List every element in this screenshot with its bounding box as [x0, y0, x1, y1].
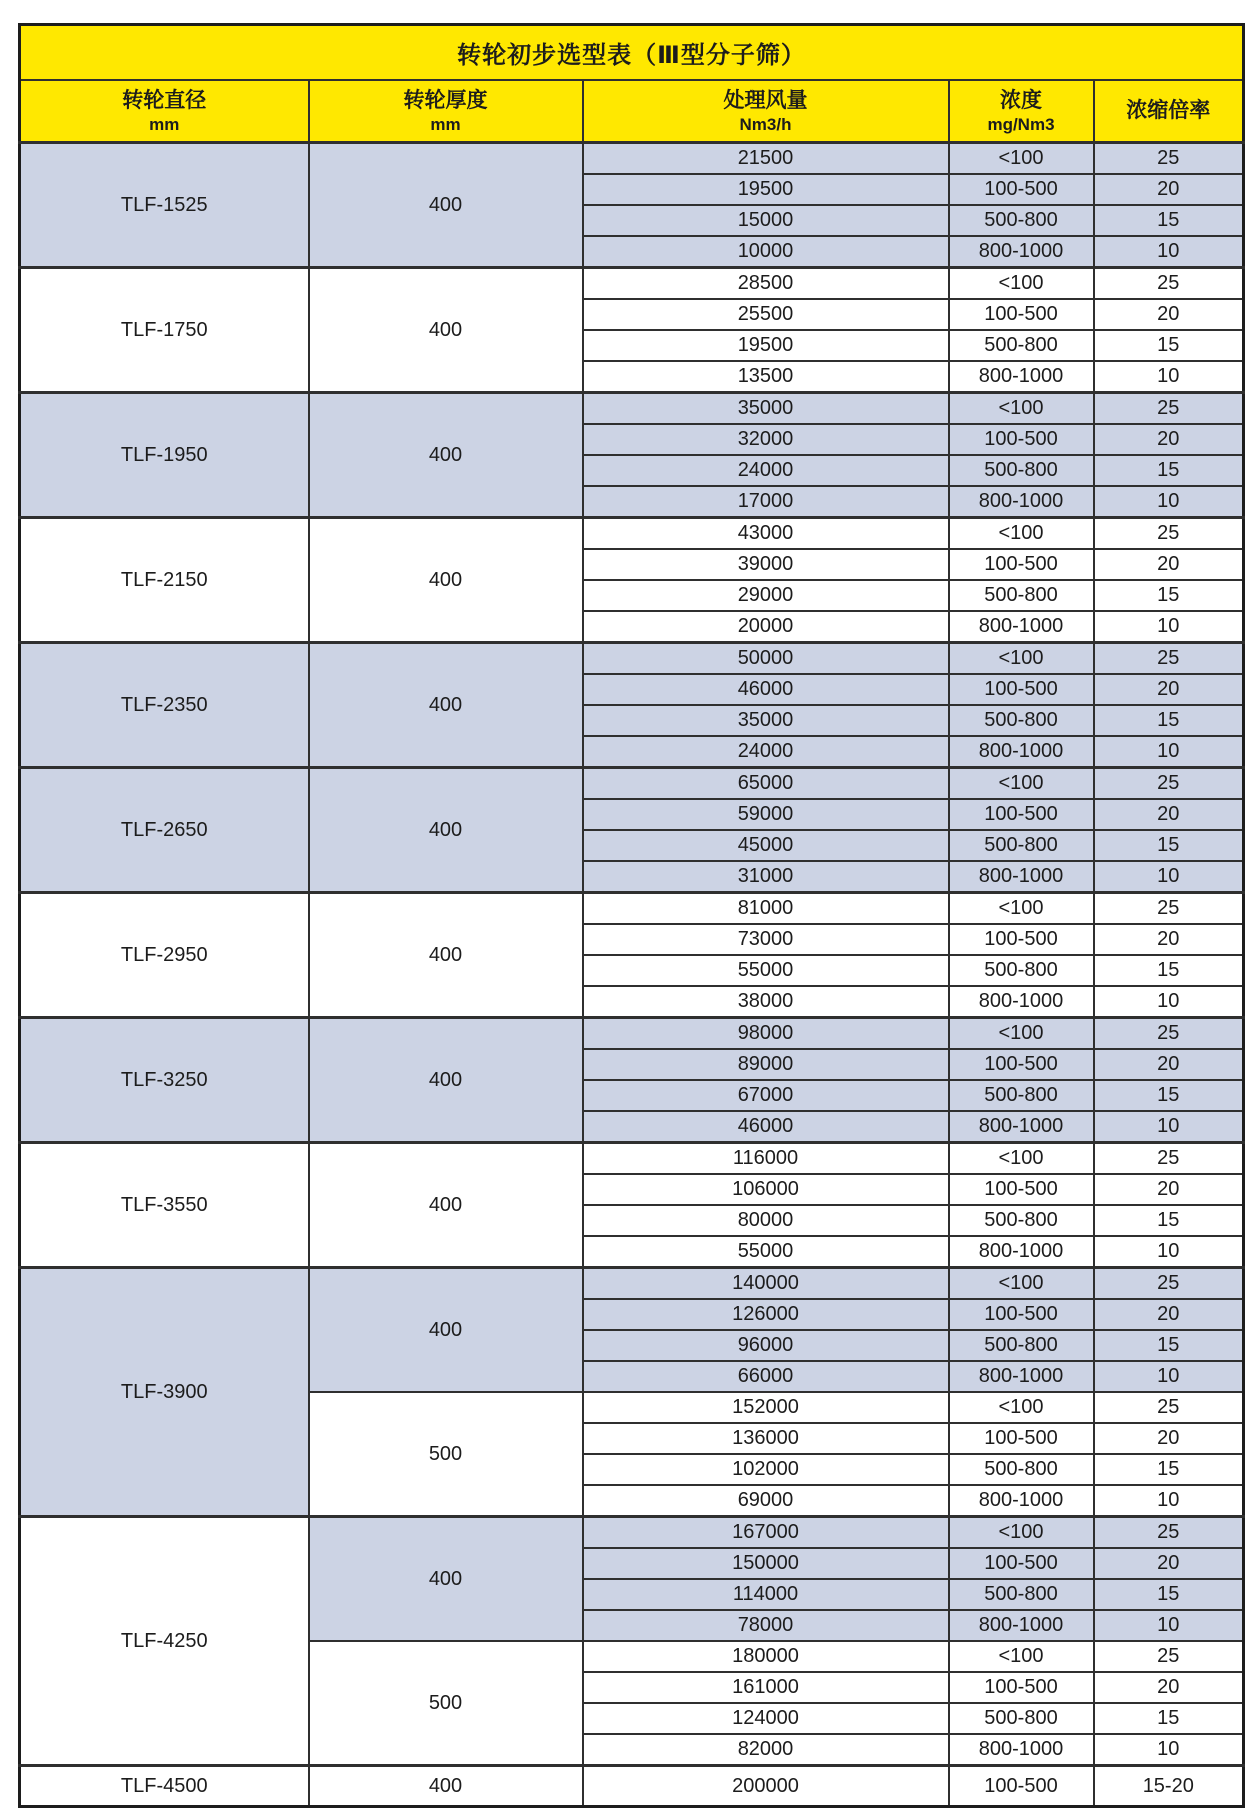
table-row [20, 1766, 1244, 1807]
airflow-cell: 28500 [583, 268, 949, 300]
thickness-cell: 400 [309, 768, 583, 893]
concentration-cell: 800-1000 [949, 1361, 1094, 1392]
column-unit: mm [430, 114, 461, 134]
ratio-cell: 20 [1094, 1548, 1244, 1579]
concentration-cell: 800-1000 [949, 1111, 1094, 1143]
column-label: 处理风量 [723, 88, 808, 112]
concentration-cell: 800-1000 [949, 236, 1094, 268]
airflow-cell: 140000 [583, 1268, 949, 1300]
airflow-cell: 24000 [583, 455, 949, 486]
concentration-cell: 800-1000 [949, 1734, 1094, 1766]
ratio-cell: 25 [1094, 643, 1244, 675]
column-label: 转轮直径 [122, 88, 207, 112]
airflow-cell: 29000 [583, 580, 949, 611]
concentration-cell: <100 [949, 1392, 1094, 1423]
model-cell: TLF-2350 [20, 643, 309, 768]
concentration-cell: <100 [949, 393, 1094, 425]
airflow-cell: 136000 [583, 1423, 949, 1454]
concentration-cell: 100-500 [949, 1548, 1094, 1579]
table-row [20, 268, 1244, 300]
concentration-cell: <100 [949, 1268, 1094, 1300]
airflow-cell: 15000 [583, 205, 949, 236]
ratio-cell: 25 [1094, 893, 1244, 925]
column-header-concentration [949, 80, 1094, 143]
thickness-cell: 400 [309, 143, 583, 268]
airflow-cell: 25500 [583, 299, 949, 330]
airflow-cell: 32000 [583, 424, 949, 455]
concentration-cell: 500-800 [949, 830, 1094, 861]
concentration-cell: 800-1000 [949, 361, 1094, 393]
concentration-cell: 500-800 [949, 1454, 1094, 1485]
thickness-cell: 400 [309, 893, 583, 1018]
ratio-cell: 10 [1094, 486, 1244, 518]
concentration-cell: 100-500 [949, 1672, 1094, 1703]
ratio-cell: 15 [1094, 1454, 1244, 1485]
ratio-cell: 15 [1094, 1703, 1244, 1734]
ratio-cell: 10 [1094, 861, 1244, 893]
airflow-cell: 19500 [583, 174, 949, 205]
ratio-cell: 20 [1094, 1672, 1244, 1703]
thickness-cell: 500 [309, 1392, 583, 1517]
concentration-cell: 500-800 [949, 1080, 1094, 1111]
airflow-cell: 152000 [583, 1392, 949, 1423]
table-row [20, 393, 1244, 425]
ratio-cell: 10 [1094, 986, 1244, 1018]
ratio-cell: 20 [1094, 549, 1244, 580]
airflow-cell: 124000 [583, 1703, 949, 1734]
table-row [20, 1517, 1244, 1549]
table-title-row [20, 25, 1244, 81]
concentration-cell: 500-800 [949, 330, 1094, 361]
thickness-cell: 400 [309, 393, 583, 518]
ratio-cell: 10 [1094, 1236, 1244, 1268]
concentration-cell: 800-1000 [949, 1236, 1094, 1268]
ratio-cell: 15 [1094, 955, 1244, 986]
airflow-cell: 82000 [583, 1734, 949, 1766]
model-cell: TLF-1525 [20, 143, 309, 268]
ratio-cell: 25 [1094, 1392, 1244, 1423]
airflow-cell: 126000 [583, 1299, 949, 1330]
table-row [20, 143, 1244, 175]
concentration-cell: <100 [949, 1143, 1094, 1175]
ratio-cell: 10 [1094, 1610, 1244, 1641]
ratio-cell: 10 [1094, 1111, 1244, 1143]
column-label: 浓缩倍率 [1126, 99, 1211, 122]
ratio-cell: 25 [1094, 1018, 1244, 1050]
ratio-cell: 20 [1094, 674, 1244, 705]
ratio-cell: 15 [1094, 705, 1244, 736]
ratio-cell: 10 [1094, 736, 1244, 768]
thickness-cell: 400 [309, 643, 583, 768]
ratio-cell: 25 [1094, 1143, 1244, 1175]
concentration-cell: 100-500 [949, 674, 1094, 705]
concentration-cell: 100-500 [949, 174, 1094, 205]
concentration-cell: 800-1000 [949, 986, 1094, 1018]
ratio-cell: 10 [1094, 236, 1244, 268]
ratio-cell: 15 [1094, 830, 1244, 861]
ratio-cell: 25 [1094, 143, 1244, 175]
airflow-cell: 50000 [583, 643, 949, 675]
airflow-cell: 21500 [583, 143, 949, 175]
airflow-cell: 19500 [583, 330, 949, 361]
concentration-cell: 800-1000 [949, 1610, 1094, 1641]
ratio-cell: 10 [1094, 1361, 1244, 1392]
concentration-cell: 100-500 [949, 1423, 1094, 1454]
ratio-cell: 25 [1094, 1517, 1244, 1549]
airflow-cell: 10000 [583, 236, 949, 268]
airflow-cell: 55000 [583, 1236, 949, 1268]
concentration-cell: <100 [949, 768, 1094, 800]
model-cell: TLF-4500 [20, 1766, 309, 1807]
ratio-cell: 20 [1094, 924, 1244, 955]
airflow-cell: 161000 [583, 1672, 949, 1703]
column-label: 浓度 [1000, 88, 1042, 112]
thickness-cell: 400 [309, 1766, 583, 1807]
airflow-cell: 31000 [583, 861, 949, 893]
airflow-cell: 35000 [583, 393, 949, 425]
ratio-cell: 15 [1094, 330, 1244, 361]
thickness-cell: 400 [309, 518, 583, 643]
airflow-cell: 114000 [583, 1579, 949, 1610]
concentration-cell: 100-500 [949, 549, 1094, 580]
table-row [20, 1018, 1244, 1050]
model-cell: TLF-2650 [20, 768, 309, 893]
airflow-cell: 24000 [583, 736, 949, 768]
airflow-cell: 45000 [583, 830, 949, 861]
concentration-cell: 100-500 [949, 424, 1094, 455]
airflow-cell: 73000 [583, 924, 949, 955]
ratio-cell: 20 [1094, 174, 1244, 205]
model-cell: TLF-3250 [20, 1018, 309, 1143]
concentration-cell: 100-500 [949, 1299, 1094, 1330]
concentration-cell: <100 [949, 1517, 1094, 1549]
airflow-cell: 66000 [583, 1361, 949, 1392]
concentration-cell: 800-1000 [949, 486, 1094, 518]
airflow-cell: 80000 [583, 1205, 949, 1236]
ratio-cell: 15 [1094, 455, 1244, 486]
table-row [20, 768, 1244, 800]
airflow-cell: 116000 [583, 1143, 949, 1175]
airflow-cell: 38000 [583, 986, 949, 1018]
concentration-cell: 500-800 [949, 955, 1094, 986]
concentration-cell: 100-500 [949, 1049, 1094, 1080]
ratio-cell: 25 [1094, 393, 1244, 425]
airflow-cell: 180000 [583, 1641, 949, 1672]
airflow-cell: 43000 [583, 518, 949, 550]
concentration-cell: <100 [949, 643, 1094, 675]
ratio-cell: 10 [1094, 1485, 1244, 1517]
concentration-cell: 500-800 [949, 1205, 1094, 1236]
concentration-cell: 500-800 [949, 580, 1094, 611]
airflow-cell: 96000 [583, 1330, 949, 1361]
column-unit: mg/Nm3 [987, 114, 1055, 134]
column-unit: Nm3/h [739, 114, 792, 134]
ratio-cell: 10 [1094, 1734, 1244, 1766]
concentration-cell: <100 [949, 143, 1094, 175]
airflow-cell: 67000 [583, 1080, 949, 1111]
ratio-cell: 20 [1094, 1049, 1244, 1080]
concentration-cell: <100 [949, 518, 1094, 550]
concentration-cell: <100 [949, 1641, 1094, 1672]
ratio-cell: 25 [1094, 268, 1244, 300]
ratio-cell: 15 [1094, 1579, 1244, 1610]
airflow-cell: 69000 [583, 1485, 949, 1517]
concentration-cell: 100-500 [949, 799, 1094, 830]
concentration-cell: 500-800 [949, 1579, 1094, 1610]
model-cell: TLF-4250 [20, 1517, 309, 1766]
ratio-cell: 25 [1094, 1641, 1244, 1672]
model-cell: TLF-1750 [20, 268, 309, 393]
airflow-cell: 167000 [583, 1517, 949, 1549]
table-row [20, 893, 1244, 925]
concentration-cell: 800-1000 [949, 1485, 1094, 1517]
concentration-cell: <100 [949, 893, 1094, 925]
ratio-cell: 20 [1094, 299, 1244, 330]
ratio-cell: 25 [1094, 768, 1244, 800]
column-header-ratio [1094, 80, 1244, 143]
concentration-cell: 500-800 [949, 455, 1094, 486]
thickness-cell: 500 [309, 1641, 583, 1766]
ratio-cell: 25 [1094, 1268, 1244, 1300]
airflow-cell: 65000 [583, 768, 949, 800]
airflow-cell: 81000 [583, 893, 949, 925]
table-body [20, 143, 1244, 1807]
concentration-cell: 100-500 [949, 1766, 1094, 1807]
ratio-cell: 20 [1094, 1423, 1244, 1454]
thickness-cell: 400 [309, 1143, 583, 1268]
concentration-cell: 500-800 [949, 705, 1094, 736]
concentration-cell: 100-500 [949, 299, 1094, 330]
concentration-cell: 800-1000 [949, 861, 1094, 893]
airflow-cell: 200000 [583, 1766, 949, 1807]
ratio-cell: 15 [1094, 580, 1244, 611]
ratio-cell: 15 [1094, 1080, 1244, 1111]
column-label: 转轮厚度 [403, 88, 488, 112]
model-cell: TLF-1950 [20, 393, 309, 518]
ratio-cell: 15-20 [1094, 1766, 1244, 1807]
table-row [20, 1268, 1244, 1300]
table-title: 转轮初步选型表（Ⅲ型分子筛） [20, 25, 1244, 81]
airflow-cell: 46000 [583, 674, 949, 705]
ratio-cell: 20 [1094, 799, 1244, 830]
airflow-cell: 13500 [583, 361, 949, 393]
concentration-cell: <100 [949, 1018, 1094, 1050]
concentration-cell: 800-1000 [949, 611, 1094, 643]
thickness-cell: 400 [309, 1018, 583, 1143]
wheel-selection-table [18, 23, 1245, 1808]
airflow-cell: 89000 [583, 1049, 949, 1080]
airflow-cell: 150000 [583, 1548, 949, 1579]
model-cell: TLF-2150 [20, 518, 309, 643]
table-row [20, 643, 1244, 675]
table-header-row [20, 80, 1244, 143]
airflow-cell: 59000 [583, 799, 949, 830]
column-header-thickness [309, 80, 583, 143]
ratio-cell: 20 [1094, 1299, 1244, 1330]
concentration-cell: 500-800 [949, 205, 1094, 236]
airflow-cell: 17000 [583, 486, 949, 518]
model-cell: TLF-2950 [20, 893, 309, 1018]
ratio-cell: 25 [1094, 518, 1244, 550]
airflow-cell: 35000 [583, 705, 949, 736]
airflow-cell: 102000 [583, 1454, 949, 1485]
airflow-cell: 20000 [583, 611, 949, 643]
ratio-cell: 15 [1094, 205, 1244, 236]
airflow-cell: 55000 [583, 955, 949, 986]
airflow-cell: 106000 [583, 1174, 949, 1205]
ratio-cell: 15 [1094, 1330, 1244, 1361]
model-cell: TLF-3900 [20, 1268, 309, 1517]
thickness-cell: 400 [309, 1517, 583, 1642]
concentration-cell: 800-1000 [949, 736, 1094, 768]
table-row [20, 518, 1244, 550]
concentration-cell: 100-500 [949, 1174, 1094, 1205]
airflow-cell: 39000 [583, 549, 949, 580]
thickness-cell: 400 [309, 268, 583, 393]
ratio-cell: 15 [1094, 1205, 1244, 1236]
column-header-diameter [20, 80, 309, 143]
airflow-cell: 78000 [583, 1610, 949, 1641]
concentration-cell: 100-500 [949, 924, 1094, 955]
ratio-cell: 20 [1094, 1174, 1244, 1205]
airflow-cell: 98000 [583, 1018, 949, 1050]
ratio-cell: 10 [1094, 611, 1244, 643]
concentration-cell: <100 [949, 268, 1094, 300]
concentration-cell: 500-800 [949, 1330, 1094, 1361]
column-unit: mm [149, 114, 180, 134]
airflow-cell: 46000 [583, 1111, 949, 1143]
concentration-cell: 500-800 [949, 1703, 1094, 1734]
ratio-cell: 20 [1094, 424, 1244, 455]
thickness-cell: 400 [309, 1268, 583, 1393]
ratio-cell: 10 [1094, 361, 1244, 393]
model-cell: TLF-3550 [20, 1143, 309, 1268]
table-row [20, 1143, 1244, 1175]
column-header-airflow [583, 80, 949, 143]
